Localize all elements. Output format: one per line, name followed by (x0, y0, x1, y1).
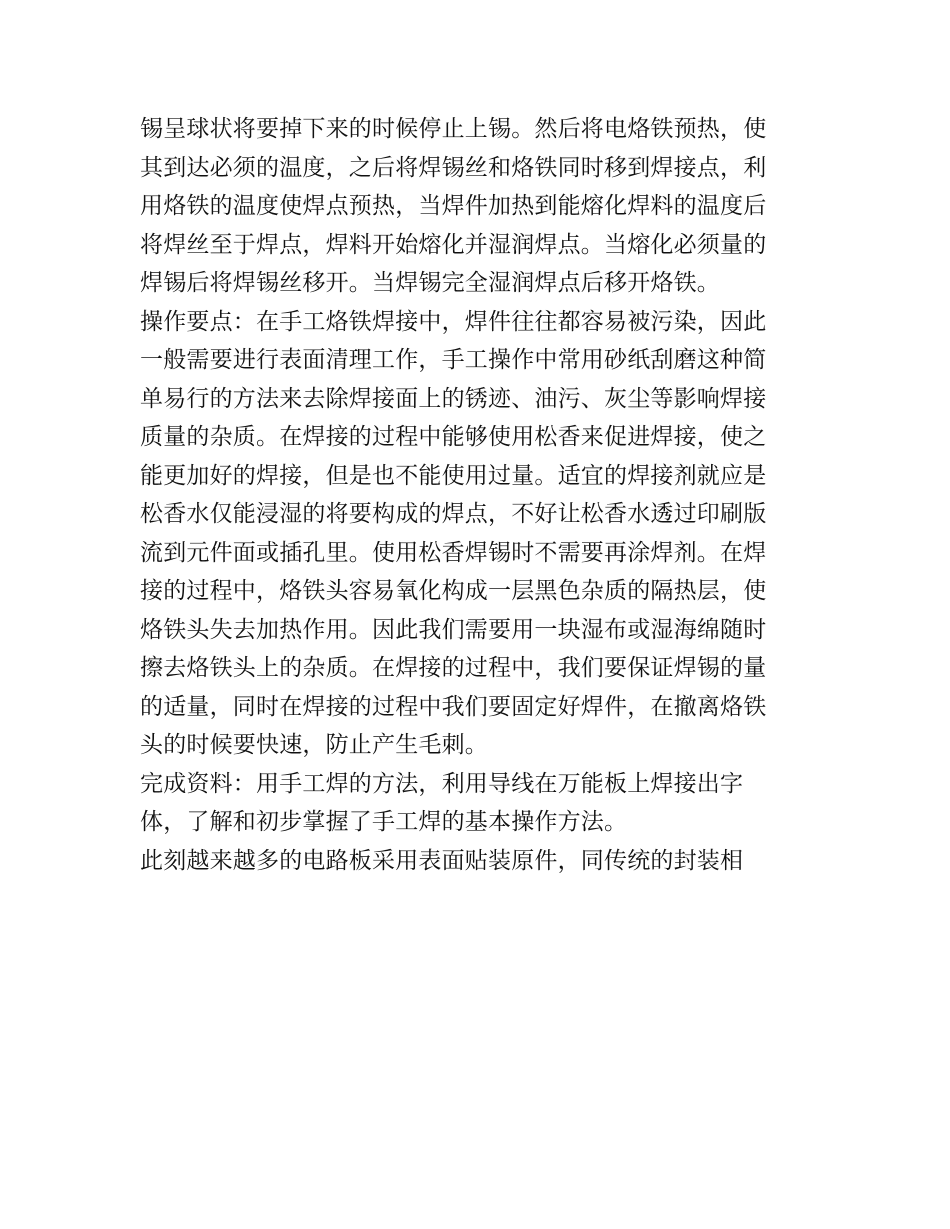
text-line: 其到达必须的温度，之后将焊锡丝和烙铁同时移到焊接点，利 (140, 154, 767, 181)
body-text (140, 110, 820, 880)
paragraph-completed-work (140, 765, 820, 842)
text-line: 的适量，同时在焊接的过程中我们要固定好焊件，在撤离烙铁 (140, 693, 767, 720)
text-line: 松香水仅能浸湿的将要构成的焊点，不好让松香水透过印刷版 (140, 501, 767, 527)
text-line: 能更加好的焊接，但是也不能使用过量。适宜的焊接剂就应是 (140, 462, 767, 489)
text-line: 完成资料：用手工焊的方法，利用导线在万能板上焊接出字 (140, 770, 744, 797)
text-line: 头的时候要快速，防止产生毛刺。 (140, 732, 488, 758)
paragraph-operation-points (140, 303, 820, 765)
text-line: 焊锡后将焊锡丝移开。当焊锡完全湿润焊点后移开烙铁。 (140, 270, 720, 296)
text-line: 此刻越来越多的电路板采用表面贴装原件，同传统的封装相 (140, 847, 744, 874)
text-line: 烙铁头失去加热作用。因此我们需要用一块湿布或湿海绵随时 (140, 616, 767, 643)
text-line: 体，了解和初步掌握了手工焊的基本操作方法。 (140, 809, 628, 835)
text-line: 接的过程中，烙铁头容易氧化构成一层黑色杂质的隔热层，使 (140, 578, 767, 604)
text-line: 将焊丝至于焊点，焊料开始熔化并湿润焊点。当熔化必须量的 (140, 231, 767, 258)
text-line: 锡呈球状将要掉下来的时候停止上锡。然后将电烙铁预热，使 (140, 116, 767, 142)
text-line: 质量的杂质。在焊接的过程中能够使用松香来促进焊接，使之 (140, 424, 767, 450)
text-line: 单易行的方法来去除焊接面上的锈迹、油污、灰尘等影响焊接 (140, 385, 767, 412)
text-line: 流到元件面或插孔里。使用松香焊锡时不需要再涂焊剂。在焊 (140, 539, 767, 566)
text-line: 擦去烙铁头上的杂质。在焊接的过程中，我们要保证焊锡的量 (140, 655, 767, 681)
paragraph-surface-mount (140, 842, 820, 881)
text-line: 一般需要进行表面清理工作，手工操作中常用砂纸刮磨这种简 (140, 347, 767, 373)
text-line: 操作要点：在手工烙铁焊接中，焊件往往都容易被污染，因此 (140, 308, 767, 335)
paragraph-soldering-steps (140, 110, 820, 303)
text-line: 用烙铁的温度使焊点预热，当焊件加热到能熔化焊料的温度后 (140, 193, 767, 219)
